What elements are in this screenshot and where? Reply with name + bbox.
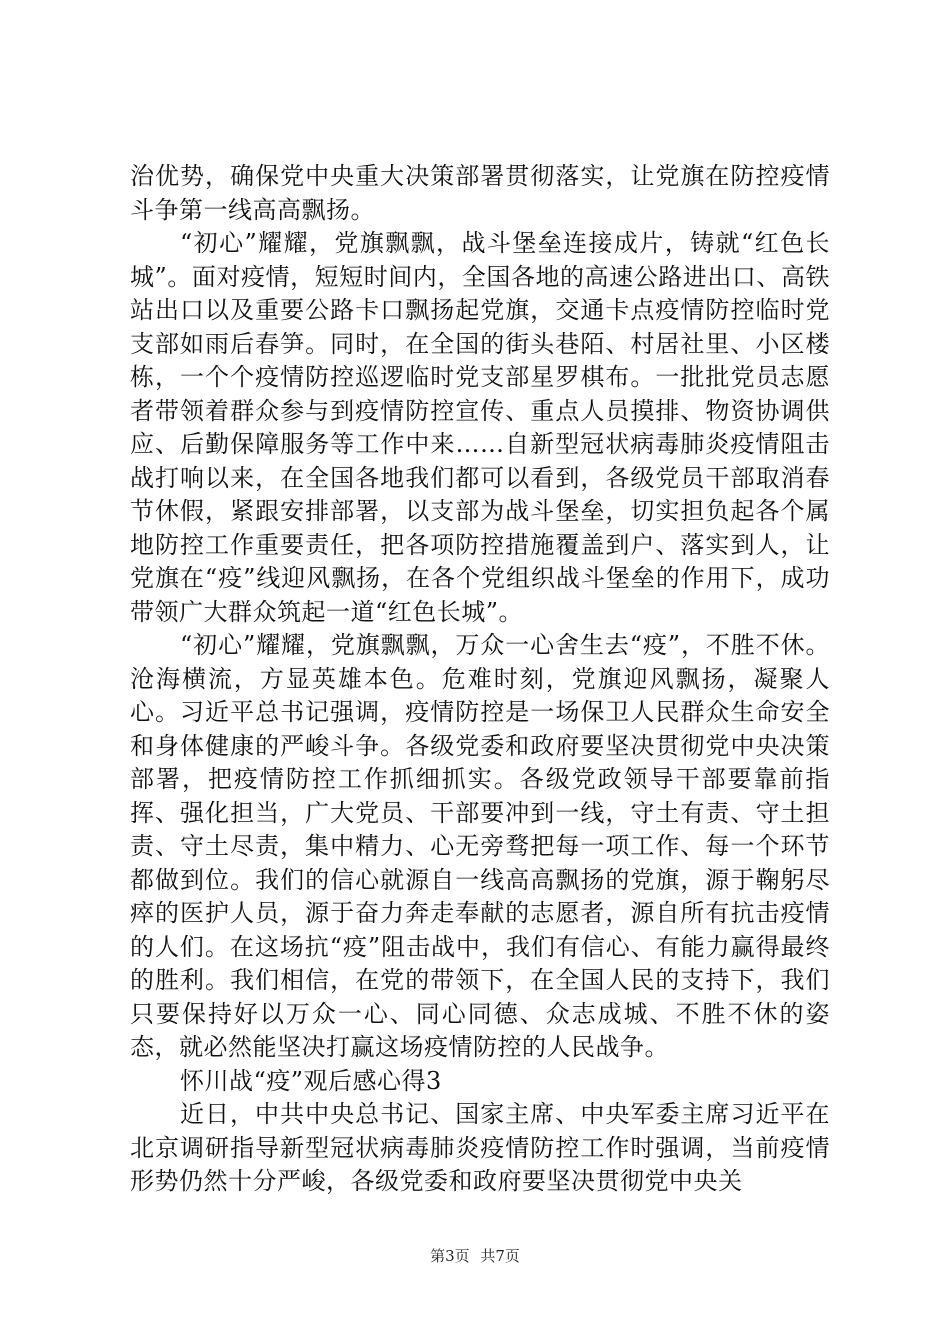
page-footer: [0, 1245, 950, 1266]
section-heading: 怀川战“疫”观后感心得3: [180, 1066, 442, 1095]
document-body: [130, 160, 830, 1199]
paragraph-3: “初心”耀耀，党旗飘飘，万众一心舍生去“疫”，不胜不休。沧海横流，方显英雄本色。危难时刻，党旗迎风飘扬，凝聚人心。习近平总书记强调，疫情防控是一场保卫人民群众生命安全和身体健康的严峻斗争。各级党委和政府要坚决贯彻党中央决策部署，把疫情防控工作抓细抓实。各级党政领导干部要靠前指挥、强化担当，广大党员、干部要冲到一线，守土有责、守土担责、守土尽责，集中精力、心无旁骛把每一项工作、每一个环节都做到位。我们的信心就源自一线高高飘扬的党旗，源于鞠躬尽瘁的医护人员，源于奋力奔走奉献的志愿者，源自所有抗击疫情的人们。在这场抗“疫”阻击战中，我们有信心、有能力赢得最终的胜利。我们相信，在党的带领下，在全国人民的支持下，我们只要保持好以万众一心、同心同德、众志成城、不胜不休的姿态，就必然能坚决打赢这场疫情防控的人民战争。: [130, 631, 830, 1061]
paragraph-5: 近日，中共中央总书记、国家主席、中央军委主席习近平在北京调研指导新型冠状病毒肺炎疫情防控工作时强调，当前疫情形势仍然十分严峻，各级党委和政府要坚决贯彻党中央关: [130, 1100, 830, 1195]
page-number: 第3页: [430, 1247, 470, 1265]
paragraph-2: “初心”耀耀，党旗飘飘，战斗堡垒连接成片，铸就“红色长城”。面对疫情，短短时间内，全国各地的高速公路进出口、高铁站出口以及重要公路卡口飘扬起党旗，交通卡点疫情防控临时党支部如雨后春笋。同时，在全国的街头巷陌、村居社里、小区楼栋，一个个疫情防控巡逻临时党支部星罗棋布。一批批党员志愿者带领着群众参与到疫情防控宣传、重点人员摸排、物资协调供应、后勤保障服务等工作中来……自新型冠状病毒肺炎疫情阻击战打响以来，在全国各地我们都可以看到，各级党员干部取消春节休假，紧跟安排部署，以支部为战斗堡垒，切实担负起各个属地防控工作重要责任，把各项防控措施覆盖到户、落实到人，让党旗在“疫”线迎风飘扬，在各个党组织战斗堡垒的作用下，成功带领广大群众筑起一道“红色长城”。: [130, 229, 830, 626]
page-total: 共7页: [480, 1247, 520, 1265]
paragraph-1: 治优势，确保党中央重大决策部署贯彻落实，让党旗在防控疫情斗争第一线高高飘扬。: [130, 162, 830, 224]
